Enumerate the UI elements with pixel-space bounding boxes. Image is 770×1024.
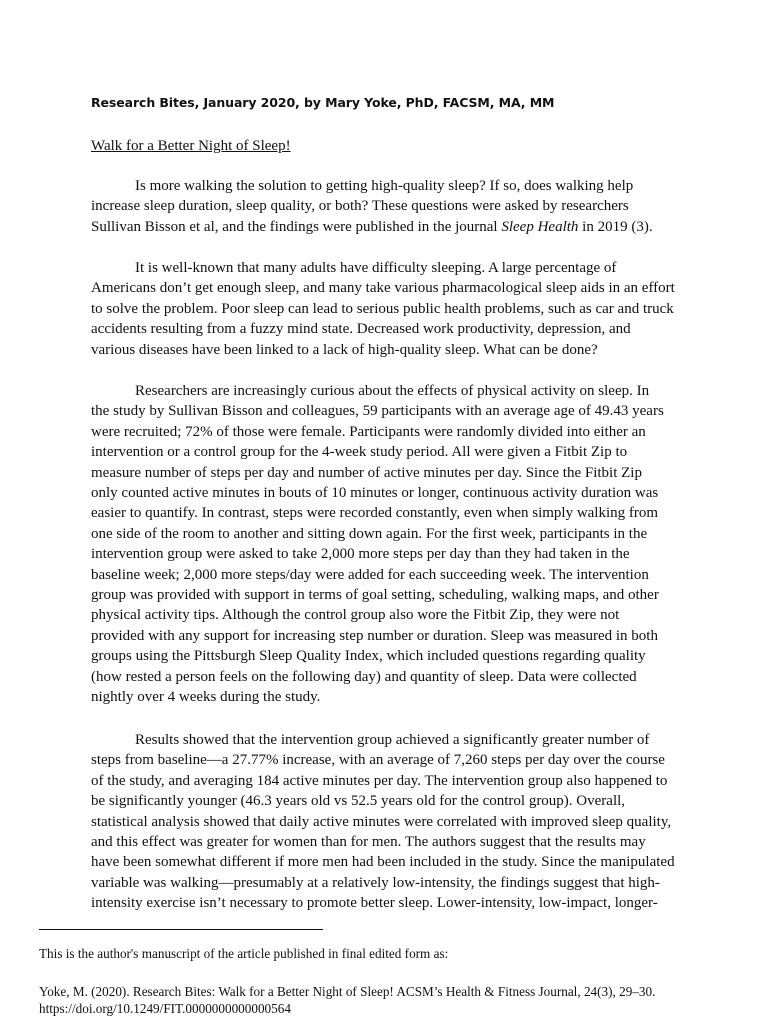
- text-line: various diseases have been linked to a lack of high-quality sleep. What can be done?: [91, 341, 598, 358]
- text-line: one side of the room to another and sitting down again. For the first week, participants in the: [91, 525, 648, 542]
- text-line: only counted active minutes in bouts of 10 minutes or longer, continuous activity duration was: [91, 485, 659, 502]
- page-header: Research Bites, January 2020, by Mary Yoke, PhD, FACSM, MA, MM: [91, 95, 555, 110]
- paragraph-3: [91, 381, 685, 708]
- text-line: (how rested a person feels on the following day) and quantity of sleep. Data were collected: [91, 668, 637, 685]
- text-line: variable was walking—presumably at a relatively low-intensity, the findings suggest that high-: [91, 874, 660, 891]
- text-line: have been somewhat different if more men had been included in the study. Since the manipulated: [91, 854, 675, 871]
- text-line: Is more walking the solution to getting high-quality sleep? If so, does walking help: [135, 178, 634, 194]
- article-title: Walk for a Better Night of Sleep!: [91, 138, 291, 154]
- text-line: easier to quantify. In contrast, steps were recorded constantly, even when simply walking from: [91, 505, 659, 522]
- text-line: statistical analysis showed that daily active minutes were correlated with improved sleep quality,: [91, 813, 672, 830]
- text-line: Americans don’t get enough sleep, and many take various pharmacological sleep aids in an effort: [91, 280, 675, 297]
- text-line: intensity exercise isn’t necessary to promote better sleep. Lower-intensity, low-impact, longer-: [91, 895, 658, 912]
- text-line: of the study, and averaging 184 active minutes per day. The intervention group also happened to: [91, 772, 668, 789]
- text-line: steps from baseline—a 27.77% increase, with an average of 7,260 steps per day over the course: [91, 752, 665, 769]
- text-line: increase sleep duration, sleep quality, or both? These questions were asked by researchers: [91, 198, 629, 215]
- footnote-doi-link[interactable]: https://doi.org/10.1249/FIT.0000000000000564: [39, 1001, 291, 1016]
- footnote-citation: Yoke, M. (2020). Research Bites: Walk for a Better Night of Sleep! ACSM’s Health & Fitness Journal, 24(3), 29–30.: [39, 984, 656, 999]
- journal-name: Sleep Health: [501, 218, 579, 235]
- text-run: in 2019 (3).: [578, 218, 653, 235]
- text-line: Results showed that the intervention group achieved a significantly greater number of: [135, 732, 650, 748]
- text-line: the study by Sullivan Bisson and colleagues, 59 participants with an average age of 49.43 years: [91, 403, 664, 420]
- footnote-intro: This is the author's manuscript of the article published in final edited form as:: [39, 946, 449, 961]
- text-line: to solve the problem. Poor sleep can lead to serious public health problems, such as car and truck: [91, 300, 674, 317]
- text-line: physical activity tips. Although the control group also wore the Fitbit Zip, they were not: [91, 607, 620, 624]
- paragraph-1: [91, 176, 685, 237]
- text-line: were recruited; 72% of those were female. Participants were randomly divided into either an: [91, 423, 646, 440]
- paragraph-4: [91, 730, 685, 914]
- text-line: baseline week; 2,000 more steps/day were added for each succeeding week. The intervention: [91, 566, 649, 583]
- text-line: and this effect was greater for women than for men. The authors suggest that the results may: [91, 834, 646, 851]
- text-line: group was provided with support in terms of goal setting, scheduling, walking maps, and other: [91, 587, 659, 604]
- text-line: accidents resulting from a fuzzy mind state. Decreased work productivity, depression, and: [91, 321, 631, 338]
- text-line: intervention group were asked to take 2,000 more steps per day than they had taken in the: [91, 546, 630, 563]
- paragraph-2: [91, 258, 685, 360]
- text-line: provided with any support for increasing step number or duration. Sleep was measured in both: [91, 627, 658, 644]
- text-line: Researchers are increasingly curious about the effects of physical activity on sleep. In: [135, 383, 650, 399]
- text-line: intervention or a control group for the 4-week study period. All were given a Fitbit Zip to: [91, 444, 628, 461]
- text-line: It is well-known that many adults have difficulty sleeping. A large percentage of: [135, 260, 617, 276]
- text-line: nightly over 4 weeks during the study.: [91, 689, 321, 706]
- footnote-divider: [39, 929, 323, 930]
- text-run: Sullivan Bisson et al, and the findings were published in the journal: [91, 218, 502, 235]
- text-line: measure number of steps per day and number of active minutes per day. Since the Fitbit Zip: [91, 464, 642, 481]
- text-line: groups using the Pittsburgh Sleep Quality Index, which included questions regarding quality: [91, 648, 646, 665]
- text-line: [91, 217, 685, 237]
- text-line: be significantly younger (46.3 years old vs 52.5 years old for the control group). Overall,: [91, 793, 626, 810]
